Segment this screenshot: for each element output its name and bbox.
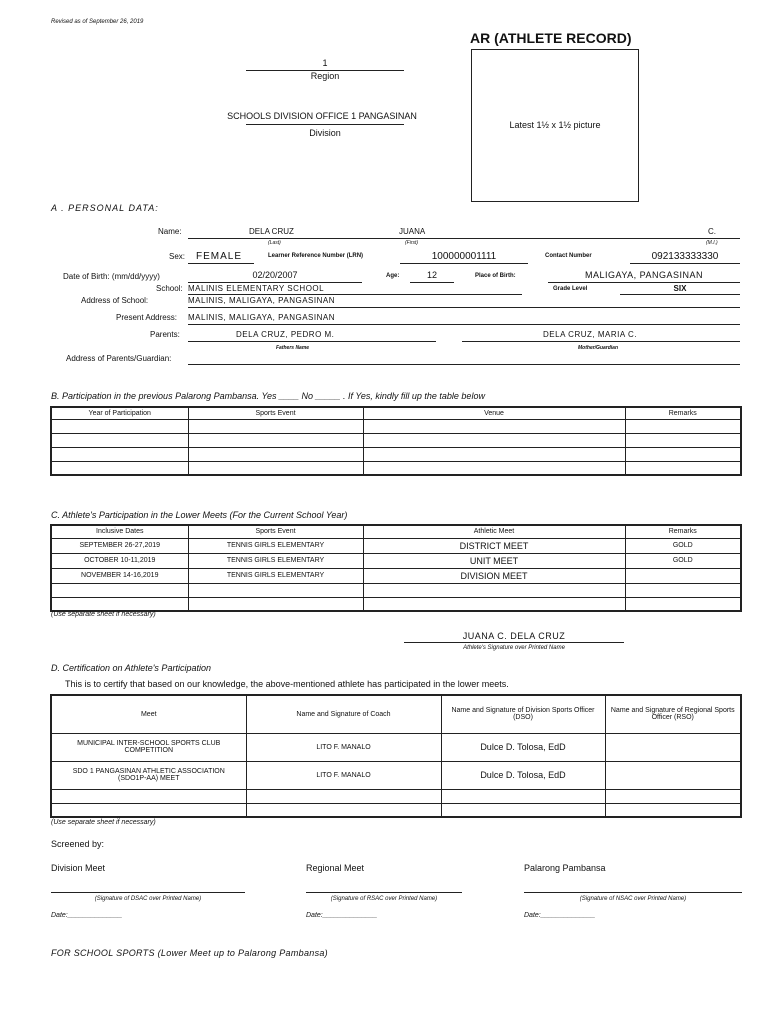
header-remarks: Remarks (625, 525, 741, 538)
cell-date: SEPTEMBER 26-27,2019 (51, 538, 188, 553)
photo-label: Latest 1½ x 1½ picture (509, 120, 601, 130)
division-meet-label: Division Meet (51, 863, 106, 873)
header-sports-event: Sports Event (188, 525, 363, 538)
nsac-caption: (Signature of NSAC over Printed Name) (579, 896, 687, 902)
rsac-date: Date:______________ (306, 912, 378, 919)
region-value: 1 (322, 58, 328, 68)
school-line (188, 294, 522, 295)
header-dso: Name and Signature of Division Sports Officer (DSO) (441, 695, 605, 733)
revision-note: Revised as of September 26, 2019 (51, 19, 144, 25)
age-value: 12 (426, 270, 437, 280)
table-row (51, 447, 741, 461)
photo-placeholder[interactable] (471, 49, 639, 202)
header-venue: Venue (363, 407, 625, 419)
lrn-label: Learner Reference Number (LRN) (268, 253, 364, 259)
mi-caption: (M.I.) (706, 240, 718, 246)
cell-meet: UNIT MEET (363, 553, 625, 568)
cell-coach: LITO F. MANALO (246, 733, 441, 761)
division-label: Division (309, 128, 341, 138)
cell-dso: Dulce D. Tolosa, EdD (441, 761, 605, 789)
nsac-signature-line (524, 892, 742, 893)
section-c-note: (Use separate sheet if necessary) (51, 611, 156, 618)
last-caption: (Last) (268, 240, 281, 246)
palarong-label: Palarong Pambansa (524, 863, 606, 873)
first-caption: (First) (405, 240, 419, 246)
section-c-title: C. Athlete's Participation in the Lower Meets (For the Current School Year) (51, 510, 348, 520)
table-row (51, 538, 741, 553)
parents-address-line (188, 364, 740, 365)
athlete-signature-caption: Athlete's Signature over Printed Name (463, 645, 565, 651)
table-row (51, 553, 741, 568)
last-name-value: DELA CRUZ (249, 227, 294, 236)
first-name-value: JUANA (399, 227, 426, 236)
certification-table (50, 694, 742, 818)
division-value: SCHOOLS DIVISION OFFICE 1 PANGASINAN (227, 111, 417, 121)
sex-value: FEMALE (196, 251, 243, 262)
footer-text: FOR SCHOOL SPORTS (Lower Meet up to Palarong Pambansa) (51, 948, 328, 958)
school-address-label: Address of School: (81, 296, 149, 305)
dob-value: 02/20/2007 (252, 270, 298, 280)
certification-statement: This is to certify that based on our knowledge, the above-mentioned athlete has participated in the lower meets. (65, 679, 509, 689)
region-label: Region (310, 71, 340, 81)
lrn-value: 100000001111 (431, 251, 497, 262)
header-rso: Name and Signature of Regional Sports Officer (RSO) (605, 695, 741, 733)
mother-caption: Mother/Guardian (578, 345, 619, 351)
athlete-signature-line (404, 642, 624, 643)
table-row (51, 761, 741, 789)
screened-by-label: Screened by: (51, 839, 105, 849)
present-address-line (188, 324, 740, 325)
name-line (188, 238, 740, 239)
parents-address-label: Address of Parents/Guardian: (66, 354, 172, 363)
lower-meets-table (50, 524, 742, 612)
table-row (51, 433, 741, 447)
dsac-caption: (Signature of DSAC over Printed Name) (94, 896, 202, 902)
header-coach: Name and Signature of Coach (246, 695, 441, 733)
school-address-line (188, 307, 740, 308)
grade-label: Grade Level (553, 286, 588, 292)
father-caption: Fathers Name (276, 345, 310, 351)
school-label: School: (156, 284, 183, 293)
athlete-signature-name: JUANA C. DELA CRUZ (462, 631, 566, 641)
cell-remarks: GOLD (625, 553, 741, 568)
cell-rso (605, 761, 741, 789)
table-row (51, 419, 741, 433)
rsac-caption: (Signature of RSAC over Printed Name) (330, 896, 438, 902)
table-row (51, 568, 741, 583)
division-line (246, 124, 404, 125)
table-row (51, 597, 741, 611)
present-address-label: Present Address: (116, 313, 177, 322)
sex-line (188, 263, 254, 264)
table-row (51, 733, 741, 761)
cell-date: NOVEMBER 14-16,2019 (51, 568, 188, 583)
cell-meet: DIVISION MEET (363, 568, 625, 583)
cell-date: OCTOBER 10-11,2019 (51, 553, 188, 568)
nsac-date: Date:______________ (524, 912, 596, 919)
section-d-note: (Use separate sheet if necessary) (51, 819, 156, 826)
section-d-title: D. Certification on Athlete's Participation (51, 663, 211, 673)
cell-dso: Dulce D. Tolosa, EdD (441, 733, 605, 761)
pob-line (548, 282, 740, 283)
cell-meet: DISTRICT MEET (363, 538, 625, 553)
cell-remarks: GOLD (625, 538, 741, 553)
header-meet: Meet (51, 695, 246, 733)
rsac-signature-line (306, 892, 462, 893)
pob-label: Place of Birth: (475, 273, 516, 279)
header-athletic-meet: Athletic Meet (363, 525, 625, 538)
table-row (51, 583, 741, 597)
pob-value: MALIGAYA, PANGASINAN (584, 270, 704, 280)
father-line (188, 341, 436, 342)
age-label: Age: (386, 273, 400, 279)
cell-coach: LITO F. MANALO (246, 761, 441, 789)
mother-value: DELA CRUZ, MARIA C. (543, 330, 637, 339)
father-value: DELA CRUZ, PEDRO M. (236, 330, 335, 339)
lrn-line (400, 263, 528, 264)
contact-label: Contact Number (545, 253, 592, 259)
header-sports-event: Sports Event (188, 407, 363, 419)
header-year: Year of Participation (51, 407, 188, 419)
cell-event: TENNIS GIRLS ELEMENTARY (188, 538, 363, 553)
sex-label: Sex: (169, 252, 186, 261)
palarong-table (50, 406, 742, 476)
mother-line (462, 341, 740, 342)
form-title: AR (ATHLETE RECORD) (470, 30, 632, 46)
cell-meet: SDO 1 PANGASINAN ATHLETIC ASSOCIATION (SDO1P-AA) MEET (51, 761, 246, 789)
age-line (410, 282, 454, 283)
school-value: MALINIS ELEMENTARY SCHOOL (188, 284, 325, 293)
school-address-value: MALINIS, MALIGAYA, PANGASINAN (188, 296, 335, 305)
parents-label: Parents: (150, 330, 180, 339)
middle-initial-value: C. (708, 227, 716, 236)
cell-event: TENNIS GIRLS ELEMENTARY (188, 553, 363, 568)
table-row (51, 789, 741, 803)
dsac-date: Date:______________ (51, 912, 123, 919)
present-address-value: MALINIS, MALIGAYA, PANGASINAN (188, 313, 335, 322)
grade-line (620, 294, 740, 295)
dob-line (188, 282, 362, 283)
section-a-title: A . PERSONAL DATA: (51, 203, 159, 213)
header-remarks: Remarks (625, 407, 741, 419)
grade-value: SIX (673, 284, 687, 293)
cell-rso (605, 733, 741, 761)
cell-remarks (625, 568, 741, 583)
cell-event: TENNIS GIRLS ELEMENTARY (188, 568, 363, 583)
contact-line (630, 263, 740, 264)
cell-meet: MUNICIPAL INTER-SCHOOL SPORTS CLUB COMPETITION (51, 733, 246, 761)
section-b-title: B. Participation in the previous Palarong Pambansa. Yes ____ No _____ . If Yes, kindly fill up the table below (51, 391, 485, 401)
dob-label: Date of Birth: (mm/dd/yyyy) (63, 272, 160, 281)
contact-value: 092133333330 (651, 251, 719, 262)
regional-meet-label: Regional Meet (306, 863, 365, 873)
header-inclusive-dates: Inclusive Dates (51, 525, 188, 538)
table-row (51, 461, 741, 475)
name-label: Name: (158, 227, 182, 236)
dsac-signature-line (51, 892, 245, 893)
table-row (51, 803, 741, 817)
